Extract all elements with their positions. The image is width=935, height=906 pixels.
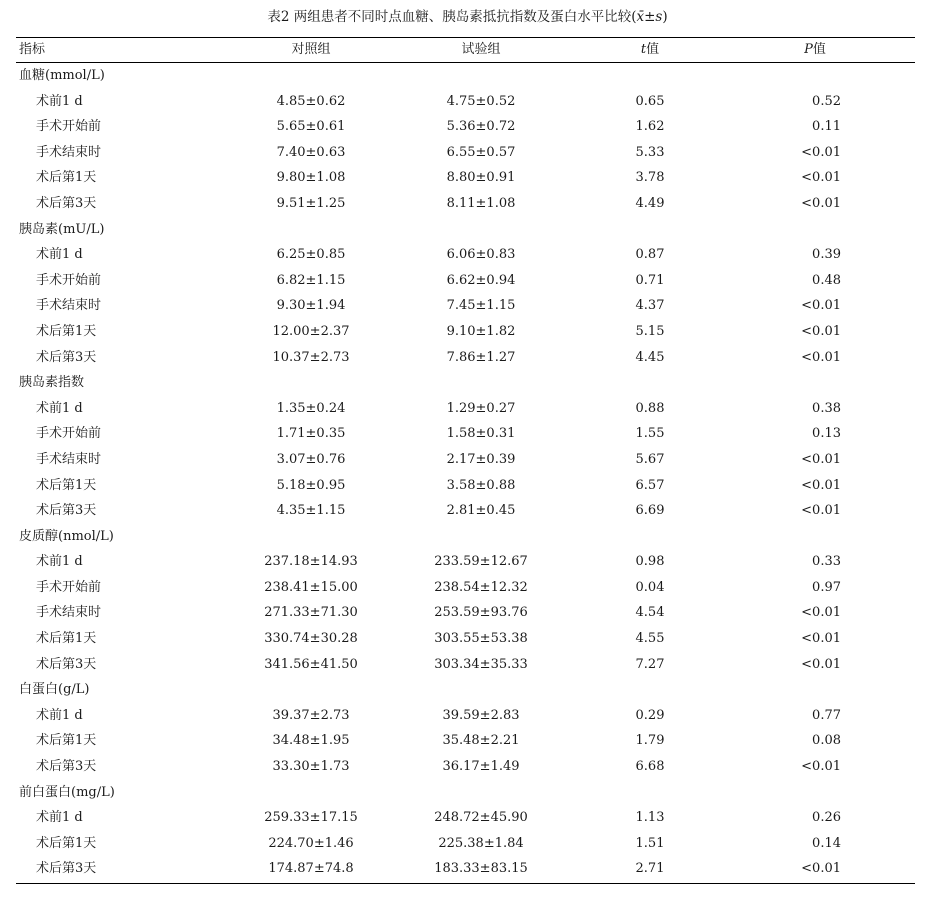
row-label: 手术结束时	[36, 451, 102, 467]
trial-value: 5.36±0.72	[446, 119, 516, 135]
row-label: 术后第1天	[36, 733, 97, 749]
control-value: 6.25±0.85	[276, 247, 346, 263]
control-value: 224.70±1.46	[268, 835, 354, 851]
p-value: 0.52	[812, 93, 841, 109]
control-value: 9.30±1.94	[276, 298, 346, 314]
control-value: 5.65±0.61	[276, 119, 346, 135]
table-row	[16, 652, 915, 678]
table-row	[16, 856, 915, 882]
table-row	[16, 242, 915, 268]
header-p-var: P	[804, 42, 813, 57]
table-row	[16, 319, 915, 345]
trial-value: 248.72±45.90	[434, 810, 528, 826]
header-t-var: t	[640, 42, 647, 57]
t-value: 5.33	[635, 144, 665, 160]
trial-value: 3.58±0.88	[446, 477, 516, 493]
t-value: 2.71	[635, 861, 665, 877]
table-row	[16, 600, 915, 626]
t-value: 1.55	[635, 426, 665, 442]
t-value: 0.29	[635, 707, 665, 723]
control-value: 12.00±2.37	[272, 323, 350, 339]
table-row	[16, 165, 915, 191]
t-value: 4.49	[635, 195, 665, 211]
p-value: 0.08	[812, 733, 841, 749]
p-value: <0.01	[801, 477, 841, 493]
t-value: 0.88	[635, 400, 665, 416]
p-value: <0.01	[801, 144, 841, 160]
row-label: 术后第3天	[36, 195, 97, 211]
group-row	[16, 780, 915, 806]
p-value: 0.33	[812, 554, 841, 570]
group-row	[16, 677, 915, 703]
control-value: 341.56±41.50	[264, 656, 358, 672]
t-value: 0.87	[635, 247, 665, 263]
header-t-value	[620, 39, 680, 61]
table-row	[16, 473, 915, 499]
table-row	[16, 728, 915, 754]
group-row	[16, 524, 915, 550]
row-label: 手术开始前	[36, 426, 102, 442]
trial-value: 39.59±2.83	[442, 707, 520, 723]
row-label: 术后第3天	[36, 759, 97, 775]
trial-value: 8.80±0.91	[446, 170, 516, 186]
group-row	[16, 63, 915, 89]
row-label: 术后第1天	[36, 631, 97, 647]
control-value: 34.48±1.95	[272, 733, 350, 749]
trial-value: 225.38±1.84	[438, 835, 524, 851]
p-value: 0.14	[812, 835, 841, 851]
trial-value: 2.17±0.39	[446, 451, 516, 467]
t-value: 3.78	[635, 170, 665, 186]
t-value: 4.55	[635, 631, 665, 647]
trial-value: 6.06±0.83	[446, 247, 516, 263]
p-value: 0.26	[812, 810, 841, 826]
control-value: 174.87±74.8	[268, 861, 354, 877]
control-value: 6.82±1.15	[276, 272, 346, 288]
control-value: 9.51±1.25	[276, 195, 346, 211]
table-row	[16, 498, 915, 524]
control-value: 3.07±0.76	[276, 451, 346, 467]
row-label: 手术结束时	[36, 144, 102, 160]
table-row	[16, 754, 915, 780]
table-row	[16, 89, 915, 115]
control-value: 9.80±1.08	[276, 170, 346, 186]
table-body	[16, 63, 915, 882]
p-value: <0.01	[801, 759, 841, 775]
p-value: 0.48	[812, 272, 841, 288]
trial-value: 8.11±1.08	[446, 195, 516, 211]
table-row	[16, 293, 915, 319]
trial-value: 2.81±0.45	[446, 503, 516, 519]
trial-value: 1.58±0.31	[446, 426, 516, 442]
p-value: <0.01	[801, 656, 841, 672]
row-label: 术后第3天	[36, 349, 97, 365]
header-control: 对照组	[291, 42, 331, 57]
p-value: <0.01	[801, 503, 841, 519]
control-value: 7.40±0.63	[276, 144, 346, 160]
row-label: 术后第1天	[36, 323, 97, 339]
table-caption	[0, 8, 935, 26]
p-value: <0.01	[801, 861, 841, 877]
trial-value: 7.45±1.15	[446, 298, 516, 314]
control-value: 39.37±2.73	[272, 707, 350, 723]
p-value: 0.11	[812, 119, 841, 135]
p-value: <0.01	[801, 195, 841, 211]
p-value: <0.01	[801, 631, 841, 647]
trial-value: 233.59±12.67	[434, 554, 528, 570]
t-value: 6.57	[635, 477, 665, 493]
trial-value: 253.59±93.76	[434, 605, 528, 621]
table-row	[16, 191, 915, 217]
caption-stat: x̄±s	[636, 9, 663, 25]
row-label: 术后第1天	[36, 835, 97, 851]
header-t-suffix: 值	[646, 42, 660, 57]
t-value: 0.65	[635, 93, 665, 109]
trial-value: 6.55±0.57	[446, 144, 516, 160]
row-label: 手术开始前	[36, 579, 102, 595]
t-value: 5.15	[635, 323, 665, 339]
row-label: 术前1 d	[36, 247, 83, 263]
row-label: 手术结束时	[36, 605, 102, 621]
row-label: 术后第3天	[36, 503, 97, 519]
table-row	[16, 831, 915, 857]
row-label: 术前1 d	[36, 400, 83, 416]
group-title: 血糖(mmol/L)	[19, 68, 105, 83]
row-label: 术前1 d	[36, 810, 83, 826]
p-value: 0.97	[812, 579, 841, 595]
t-value: 4.45	[635, 349, 665, 365]
p-value: 0.39	[812, 247, 841, 263]
row-label: 手术开始前	[36, 272, 102, 288]
control-value: 10.37±2.73	[272, 349, 350, 365]
control-value: 271.33±71.30	[264, 605, 358, 621]
header-p-suffix: 值	[812, 42, 826, 57]
control-value: 1.35±0.24	[276, 400, 346, 416]
group-row	[16, 370, 915, 396]
table-row	[16, 805, 915, 831]
caption-prefix: 表2 两组患者不同时点血糖、胰岛素抵抗指数及蛋白水平比较(	[267, 9, 637, 25]
p-value: <0.01	[801, 298, 841, 314]
trial-value: 36.17±1.49	[442, 759, 520, 775]
table-row	[16, 114, 915, 140]
p-value: 0.38	[812, 400, 841, 416]
t-value: 1.13	[635, 810, 665, 826]
table-header	[16, 39, 915, 61]
group-title: 白蛋白(g/L)	[19, 682, 90, 698]
trial-value: 303.34±35.33	[434, 656, 528, 672]
control-value: 237.18±14.93	[264, 554, 358, 570]
table-row	[16, 626, 915, 652]
t-value: 4.37	[635, 298, 665, 314]
control-value: 5.18±0.95	[276, 477, 346, 493]
table-row	[16, 345, 915, 371]
p-value: <0.01	[801, 323, 841, 339]
table-row	[16, 447, 915, 473]
trial-value: 7.86±1.27	[446, 349, 516, 365]
header-trial: 试验组	[461, 42, 501, 57]
header-p-value	[785, 39, 845, 61]
p-value: 0.77	[812, 707, 841, 723]
t-value: 5.67	[635, 451, 665, 467]
trial-value: 4.75±0.52	[446, 93, 516, 109]
table-row	[16, 575, 915, 601]
p-value: <0.01	[801, 605, 841, 621]
trial-value: 35.48±2.21	[442, 733, 520, 749]
row-label: 手术开始前	[36, 119, 102, 135]
control-value: 1.71±0.35	[276, 426, 346, 442]
group-title: 前白蛋白(mg/L)	[19, 784, 115, 800]
p-value: <0.01	[801, 451, 841, 467]
trial-value: 238.54±12.32	[434, 579, 528, 595]
row-label: 术后第1天	[36, 170, 97, 186]
t-value: 4.54	[635, 605, 665, 621]
trial-value: 6.62±0.94	[446, 272, 516, 288]
row-label: 术后第3天	[36, 861, 97, 877]
p-value: 0.13	[812, 426, 841, 442]
row-label: 术前1 d	[36, 707, 83, 723]
t-value: 0.71	[635, 272, 665, 288]
row-label: 术后第1天	[36, 477, 97, 493]
t-value: 1.62	[635, 119, 665, 135]
control-value: 259.33±17.15	[264, 810, 358, 826]
t-value: 0.98	[635, 554, 665, 570]
table-row	[16, 703, 915, 729]
p-value: <0.01	[801, 170, 841, 186]
p-value: <0.01	[801, 349, 841, 365]
group-title: 皮质醇(nmol/L)	[19, 528, 114, 544]
trial-value: 183.33±83.15	[434, 861, 528, 877]
row-label: 术后第3天	[36, 656, 97, 672]
control-value: 4.35±1.15	[276, 503, 346, 519]
control-value: 330.74±30.28	[264, 631, 358, 647]
table-bottom-rule	[16, 883, 915, 884]
table-row	[16, 140, 915, 166]
caption-suffix: )	[662, 9, 668, 25]
trial-value: 303.55±53.38	[434, 631, 528, 647]
control-value: 238.41±15.00	[264, 579, 358, 595]
table-row	[16, 549, 915, 575]
t-value: 0.04	[635, 579, 665, 595]
table-row	[16, 268, 915, 294]
t-value: 6.69	[635, 503, 665, 519]
t-value: 1.79	[635, 733, 665, 749]
t-value: 6.68	[635, 759, 665, 775]
group-title: 胰岛素(mU/L)	[19, 221, 105, 237]
header-name: 指标	[19, 42, 46, 57]
t-value: 1.51	[635, 835, 665, 851]
group-title: 胰岛素指数	[19, 375, 85, 391]
trial-value: 1.29±0.27	[446, 400, 516, 416]
group-row	[16, 217, 915, 243]
trial-value: 9.10±1.82	[446, 323, 516, 339]
table-row	[16, 396, 915, 422]
control-value: 4.85±0.62	[276, 93, 346, 109]
row-label: 术前1 d	[36, 93, 83, 109]
row-label: 手术结束时	[36, 298, 102, 314]
row-label: 术前1 d	[36, 554, 83, 570]
table-row	[16, 421, 915, 447]
control-value: 33.30±1.73	[272, 759, 350, 775]
t-value: 7.27	[635, 656, 665, 672]
